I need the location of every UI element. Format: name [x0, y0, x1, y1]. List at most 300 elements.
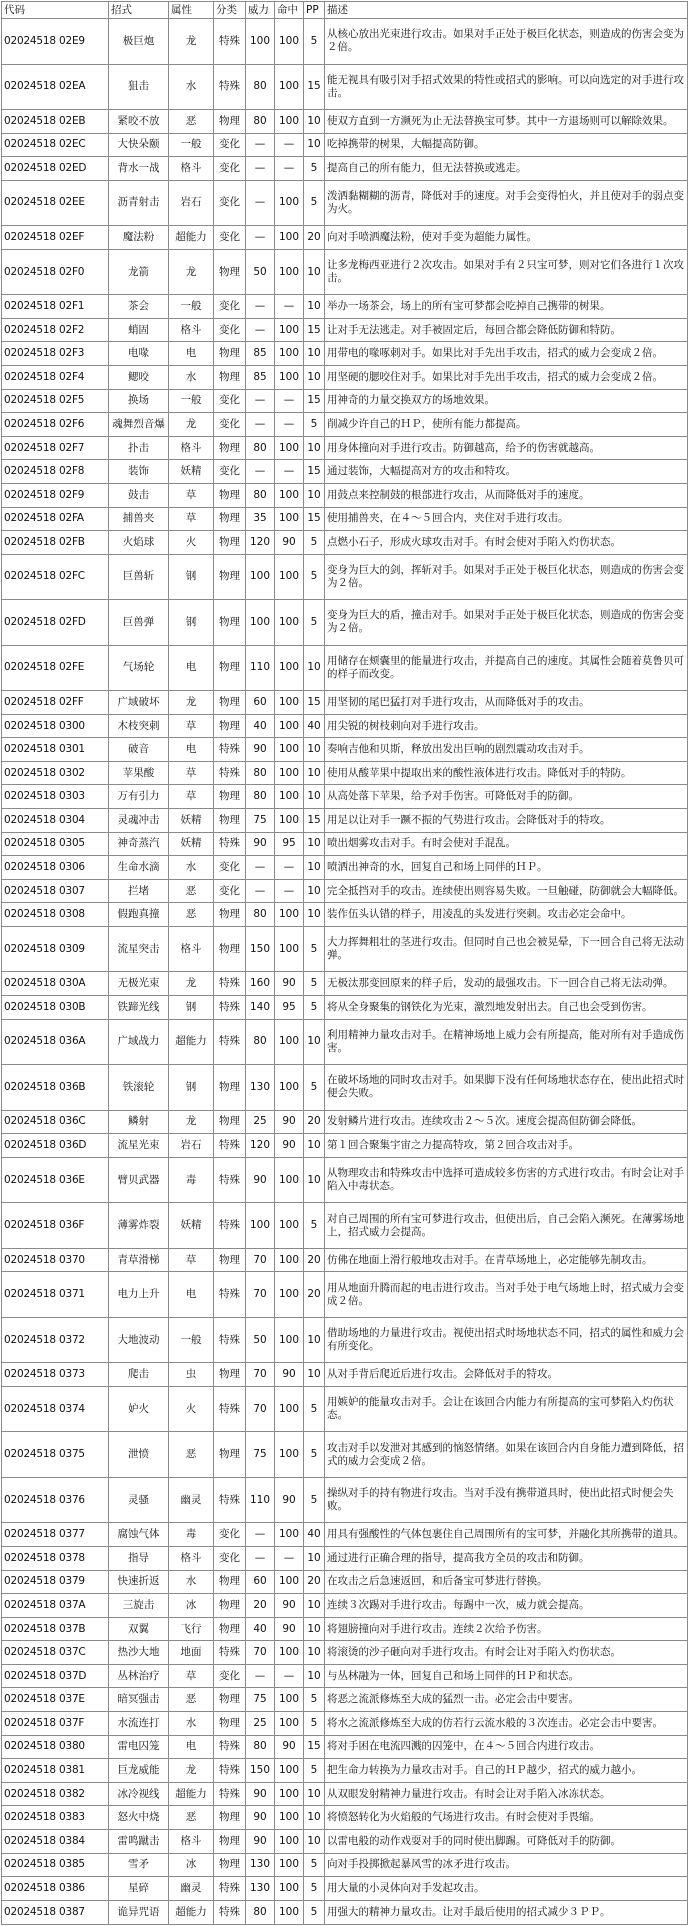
power-cell: 50	[246, 1317, 275, 1363]
code-cell: 02024518 0304	[2, 809, 109, 833]
code-cell: 02024518 0372	[2, 1317, 109, 1363]
pp-cell: 10	[304, 342, 325, 366]
category-cell: 物理	[214, 1853, 246, 1877]
description-cell: 与丛林融为一体，回复自己和场上同伴的ＨＰ和状态。	[325, 1664, 688, 1688]
move-name-cell: 神奇蒸汽	[109, 832, 169, 856]
power-cell: —	[246, 460, 275, 484]
accuracy-cell: —	[275, 133, 304, 157]
accuracy-cell: 100	[275, 691, 304, 715]
code-cell: 02024518 02F9	[2, 483, 109, 507]
description-cell: 用鼓点来控制鼓的根部进行攻击，从而降低对手的速度。	[325, 483, 688, 507]
accuracy-cell: —	[275, 389, 304, 413]
code-cell: 02024518 02F7	[2, 436, 109, 460]
accuracy-cell: 100	[275, 738, 304, 762]
move-name-cell: 丛林治疗	[109, 1664, 169, 1688]
category-cell: 特殊	[214, 996, 246, 1020]
description-cell: 借助场地的力量进行攻击。视使出招式时场地状态不同，招式的属性和威力会有所变化。	[325, 1317, 688, 1363]
category-cell: 物理	[214, 600, 246, 646]
move-name-cell: 铁蹄光线	[109, 996, 169, 1020]
move-name-cell: 沥青射击	[109, 180, 169, 226]
move-name-cell: 拦堵	[109, 879, 169, 903]
pp-cell: 10	[304, 738, 325, 762]
power-cell: 140	[246, 996, 275, 1020]
table-row	[2, 996, 688, 1020]
type-cell: 幽灵	[169, 1877, 214, 1901]
accuracy-cell: 100	[275, 1900, 304, 1924]
code-cell: 02024518 0386	[2, 1877, 109, 1901]
category-cell: 变化	[214, 389, 246, 413]
code-cell: 02024518 02FC	[2, 554, 109, 600]
description-cell: 将滚烫的沙子砸向对手进行攻击。有时会让对手陷入灼伤状态。	[325, 1641, 688, 1665]
table-row	[2, 1386, 688, 1432]
type-cell: 恶	[169, 903, 214, 927]
pp-cell: 5	[304, 531, 325, 555]
description-cell: 用足以让对手一蹶不振的气势进行攻击。会降低对手的特攻。	[325, 809, 688, 833]
type-cell: 一般	[169, 389, 214, 413]
pp-cell: 5	[304, 1853, 325, 1877]
table-row	[2, 1900, 688, 1924]
description-cell: 从双眼发射精神力量进行攻击。有时会让对手陷入冰冻状态。	[325, 1782, 688, 1806]
move-name-cell: 广域战力	[109, 1019, 169, 1065]
accuracy-cell: 90	[275, 972, 304, 996]
move-name-cell: 腐蚀气体	[109, 1523, 169, 1547]
type-cell: 妖精	[169, 809, 214, 833]
power-cell: —	[246, 1547, 275, 1571]
table-row	[2, 1065, 688, 1111]
type-cell: 电	[169, 342, 214, 366]
type-cell: 一般	[169, 133, 214, 157]
pp-cell: 10	[304, 1664, 325, 1688]
pp-cell: 15	[304, 691, 325, 715]
type-cell: 一般	[169, 1317, 214, 1363]
table-row	[2, 1688, 688, 1712]
code-cell: 02024518 0376	[2, 1477, 109, 1523]
table-row	[2, 531, 688, 555]
code-cell: 02024518 036A	[2, 1019, 109, 1065]
category-cell: 物理	[214, 1829, 246, 1853]
description-cell: 用具有强酸性的气体包裹住自己周围所有的宝可梦，并融化其所携带的道具。	[325, 1523, 688, 1547]
table-row	[2, 1759, 688, 1783]
pp-cell: 15	[304, 318, 325, 342]
pp-cell: 20	[304, 1272, 325, 1318]
power-cell: 80	[246, 1735, 275, 1759]
move-name-cell: 捕兽夹	[109, 507, 169, 531]
move-name-cell: 暗冥强击	[109, 1688, 169, 1712]
table-row	[2, 600, 688, 646]
power-cell: 130	[246, 1853, 275, 1877]
description-cell: 变身为巨大的盾，撞击对手。如果对手正处于极巨化状态，则造成的伤害会变为２倍。	[325, 600, 688, 646]
move-name-cell: 薄雾炸裂	[109, 1203, 169, 1249]
code-cell: 02024518 02F3	[2, 342, 109, 366]
move-name-cell: 诡异咒语	[109, 1900, 169, 1924]
pp-cell: 5	[304, 972, 325, 996]
type-cell: 格斗	[169, 157, 214, 181]
category-cell: 变化	[214, 157, 246, 181]
category-cell: 物理	[214, 342, 246, 366]
category-cell: 特殊	[214, 1272, 246, 1318]
category-cell: 物理	[214, 507, 246, 531]
power-cell: —	[246, 295, 275, 319]
accuracy-cell: 100	[275, 1065, 304, 1111]
pp-cell: 10	[304, 1617, 325, 1641]
category-cell: 变化	[214, 879, 246, 903]
power-cell: —	[246, 133, 275, 157]
accuracy-cell: 95	[275, 832, 304, 856]
move-name-cell: 生命水滴	[109, 856, 169, 880]
move-name-cell: 龙箭	[109, 249, 169, 295]
move-name-cell: 巨兽斩	[109, 554, 169, 600]
code-cell: 02024518 0378	[2, 1547, 109, 1571]
power-cell: 60	[246, 1570, 275, 1594]
table-row	[2, 1547, 688, 1571]
table-row	[2, 180, 688, 226]
category-cell: 特殊	[214, 1759, 246, 1783]
accuracy-cell: 100	[275, 64, 304, 110]
code-cell: 02024518 0380	[2, 1735, 109, 1759]
category-cell: 物理	[214, 366, 246, 390]
code-cell: 02024518 02F5	[2, 389, 109, 413]
accuracy-cell: —	[275, 856, 304, 880]
table-row	[2, 832, 688, 856]
category-cell: 物理	[214, 1065, 246, 1111]
type-cell: 超能力	[169, 1782, 214, 1806]
category-cell: 特殊	[214, 1782, 246, 1806]
type-cell: 恶	[169, 1806, 214, 1830]
move-name-cell: 装饰	[109, 460, 169, 484]
description-cell: 喷洒出神奇的水，回复自己和场上同伴的ＨＰ。	[325, 856, 688, 880]
pp-cell: 20	[304, 1570, 325, 1594]
type-cell: 幽灵	[169, 1477, 214, 1523]
type-cell: 毒	[169, 1523, 214, 1547]
move-name-cell: 灵魂冲击	[109, 809, 169, 833]
table-row	[2, 1203, 688, 1249]
type-cell: 妖精	[169, 832, 214, 856]
accuracy-cell: 100	[275, 554, 304, 600]
move-name-cell: 指导	[109, 1547, 169, 1571]
move-name-cell: 蛸固	[109, 318, 169, 342]
pp-cell: 5	[304, 1432, 325, 1478]
power-cell: 90	[246, 1829, 275, 1853]
code-cell: 02024518 037F	[2, 1712, 109, 1736]
description-cell: 用神奇的力量交换双方的场地效果。	[325, 389, 688, 413]
type-cell: 超能力	[169, 1900, 214, 1924]
category-cell: 物理	[214, 785, 246, 809]
description-cell: 发射鳞片进行攻击。连续攻击２～５次。速度会提高但防御会降低。	[325, 1110, 688, 1134]
category-cell: 变化	[214, 295, 246, 319]
type-cell: 水	[169, 1570, 214, 1594]
power-cell: 150	[246, 926, 275, 972]
type-cell: 龙	[169, 972, 214, 996]
type-cell: 龙	[169, 249, 214, 295]
code-cell: 02024518 037C	[2, 1641, 109, 1665]
power-cell: —	[246, 1523, 275, 1547]
code-cell: 02024518 02E9	[2, 19, 109, 65]
accuracy-cell: 100	[275, 903, 304, 927]
table-row	[2, 389, 688, 413]
table-row	[2, 226, 688, 250]
type-cell: 草	[169, 714, 214, 738]
type-cell: 冰	[169, 1594, 214, 1618]
type-cell: 格斗	[169, 436, 214, 460]
accuracy-cell: 100	[275, 761, 304, 785]
table-row	[2, 295, 688, 319]
category-cell: 物理	[214, 1712, 246, 1736]
code-cell: 02024518 0387	[2, 1900, 109, 1924]
table-row	[2, 1853, 688, 1877]
move-name-cell: 雪矛	[109, 1853, 169, 1877]
move-name-cell: 极巨炮	[109, 19, 169, 65]
type-cell: 水	[169, 856, 214, 880]
header-power: 威力	[246, 2, 275, 19]
power-cell: 80	[246, 903, 275, 927]
pp-cell: 10	[304, 903, 325, 927]
accuracy-cell: 90	[275, 1363, 304, 1387]
accuracy-cell: 100	[275, 366, 304, 390]
accuracy-cell: 100	[275, 1523, 304, 1547]
table-row	[2, 879, 688, 903]
pp-cell: 5	[304, 1065, 325, 1111]
power-cell: 160	[246, 972, 275, 996]
move-name-cell: 怒火中烧	[109, 1806, 169, 1830]
pp-cell: 10	[304, 249, 325, 295]
power-cell: 25	[246, 1110, 275, 1134]
accuracy-cell: 100	[275, 110, 304, 134]
category-cell: 物理	[214, 714, 246, 738]
type-cell: 恶	[169, 879, 214, 903]
move-name-cell: 鳃咬	[109, 366, 169, 390]
type-cell: 钢	[169, 554, 214, 600]
accuracy-cell: 100	[275, 645, 304, 691]
move-name-cell: 魂舞烈音爆	[109, 413, 169, 437]
power-cell: —	[246, 226, 275, 250]
code-cell: 02024518 0307	[2, 879, 109, 903]
description-cell: 将恶之流派修炼至大成的猛烈一击。必定会击中要害。	[325, 1688, 688, 1712]
pp-cell: 10	[304, 645, 325, 691]
type-cell: 格斗	[169, 926, 214, 972]
pp-cell: 5	[304, 180, 325, 226]
power-cell: —	[246, 413, 275, 437]
type-cell: 水	[169, 1712, 214, 1736]
description-cell: 用坚韧的尾巴猛打对手进行攻击，从而降低对手的攻击。	[325, 691, 688, 715]
type-cell: 钢	[169, 1065, 214, 1111]
description-cell: 用坚硬的腮咬住对手。如果比对手先出手攻击，招式的威力会变成２倍。	[325, 366, 688, 390]
type-cell: 虫	[169, 1363, 214, 1387]
category-cell: 特殊	[214, 1203, 246, 1249]
pp-cell: 15	[304, 64, 325, 110]
accuracy-cell: 100	[275, 1853, 304, 1877]
code-cell: 02024518 036B	[2, 1065, 109, 1111]
table-row	[2, 645, 688, 691]
description-cell: 从高处落下苹果，给予对手伤害。可降低对手的防御。	[325, 785, 688, 809]
power-cell: 90	[246, 1806, 275, 1830]
category-cell: 物理	[214, 1806, 246, 1830]
power-cell: 80	[246, 761, 275, 785]
code-cell: 02024518 037A	[2, 1594, 109, 1618]
type-cell: 草	[169, 761, 214, 785]
power-cell: 130	[246, 1877, 275, 1901]
type-cell: 格斗	[169, 1829, 214, 1853]
power-cell: 75	[246, 809, 275, 833]
category-cell: 变化	[214, 133, 246, 157]
description-cell: 无极汰那变回原来的样子后，发动的最强攻击。下一回合自己将无法动弹。	[325, 972, 688, 996]
category-cell: 物理	[214, 809, 246, 833]
table-row	[2, 460, 688, 484]
move-name-cell: 气场轮	[109, 645, 169, 691]
category-cell: 特殊	[214, 972, 246, 996]
description-cell: 仿佛在地面上滑行般地攻击对手。在青草场地上，必定能够先制攻击。	[325, 1248, 688, 1272]
category-cell: 特殊	[214, 1386, 246, 1432]
table-row	[2, 1641, 688, 1665]
code-cell: 02024518 0381	[2, 1759, 109, 1783]
accuracy-cell: 100	[275, 1877, 304, 1901]
pp-cell: 5	[304, 1712, 325, 1736]
pp-cell: 20	[304, 226, 325, 250]
code-cell: 02024518 0306	[2, 856, 109, 880]
pp-cell: 5	[304, 600, 325, 646]
code-cell: 02024518 02FD	[2, 600, 109, 646]
move-name-cell: 泄愤	[109, 1432, 169, 1478]
description-cell: 让多龙梅西亚进行２次攻击。如果对手有２只宝可梦，则对它们各进行１次攻击。	[325, 249, 688, 295]
description-cell: 通过进行正确合理的指导，提高我方全员的攻击和防御。	[325, 1547, 688, 1571]
move-name-cell: 爬击	[109, 1363, 169, 1387]
table-row	[2, 903, 688, 927]
table-row	[2, 413, 688, 437]
table-row	[2, 1806, 688, 1830]
table-row	[2, 1782, 688, 1806]
table-row	[2, 157, 688, 181]
header-accuracy: 命中	[275, 2, 304, 19]
code-cell: 02024518 0309	[2, 926, 109, 972]
pp-cell: 40	[304, 1523, 325, 1547]
move-name-cell: 铁滚轮	[109, 1065, 169, 1111]
power-cell: 90	[246, 1782, 275, 1806]
code-cell: 02024518 0383	[2, 1806, 109, 1830]
table-row	[2, 1735, 688, 1759]
code-cell: 02024518 0305	[2, 832, 109, 856]
type-cell: 火	[169, 531, 214, 555]
power-cell: 50	[246, 249, 275, 295]
category-cell: 变化	[214, 1547, 246, 1571]
description-cell: 使用捕兽夹，在４～５回合内，夹住对手进行攻击。	[325, 507, 688, 531]
accuracy-cell: 100	[275, 785, 304, 809]
pp-cell: 5	[304, 413, 325, 437]
code-cell: 02024518 0370	[2, 1248, 109, 1272]
power-cell: 35	[246, 507, 275, 531]
pp-cell: 5	[304, 1386, 325, 1432]
accuracy-cell: 100	[275, 1248, 304, 1272]
accuracy-cell: 100	[275, 19, 304, 65]
power-cell: 150	[246, 1759, 275, 1783]
pp-cell: 10	[304, 879, 325, 903]
description-cell: 在破坏场地的同时攻击对手。如果脚下没有任何场地状态存在，使出此招式时便会失败。	[325, 1065, 688, 1111]
move-name-cell: 假跑真撞	[109, 903, 169, 927]
description-cell: 变身为巨大的剑，挥斩对手。如果对手正处于极巨化状态，则造成的伤害会变为２倍。	[325, 554, 688, 600]
code-cell: 02024518 0373	[2, 1363, 109, 1387]
power-cell: 80	[246, 64, 275, 110]
code-cell: 02024518 0301	[2, 738, 109, 762]
code-cell: 02024518 0385	[2, 1853, 109, 1877]
table-row	[2, 1877, 688, 1901]
type-cell: 毒	[169, 1157, 214, 1203]
pp-cell: 10	[304, 295, 325, 319]
category-cell: 特殊	[214, 64, 246, 110]
move-name-cell: 快速折返	[109, 1570, 169, 1594]
code-cell: 02024518 02F4	[2, 366, 109, 390]
move-name-cell: 巨龙威能	[109, 1759, 169, 1783]
accuracy-cell: —	[275, 460, 304, 484]
accuracy-cell: —	[275, 1547, 304, 1571]
category-cell: 特殊	[214, 761, 246, 785]
type-cell: 龙	[169, 19, 214, 65]
table-row	[2, 1829, 688, 1853]
pp-cell: 5	[304, 996, 325, 1020]
description-cell: 喷出烟雾攻击对手。有时会使对手混乱。	[325, 832, 688, 856]
table-row	[2, 1617, 688, 1641]
accuracy-cell: —	[275, 879, 304, 903]
category-cell: 特殊	[214, 1900, 246, 1924]
move-name-cell: 大快朵颐	[109, 133, 169, 157]
type-cell: 钢	[169, 996, 214, 1020]
power-cell: 70	[246, 1363, 275, 1387]
header-description: 描述	[325, 2, 688, 19]
table-row	[2, 1664, 688, 1688]
power-cell: 120	[246, 1134, 275, 1158]
type-cell: 龙	[169, 1759, 214, 1783]
pp-cell: 5	[304, 1688, 325, 1712]
code-cell: 02024518 02FF	[2, 691, 109, 715]
code-cell: 02024518 037D	[2, 1664, 109, 1688]
power-cell: 110	[246, 645, 275, 691]
category-cell: 特殊	[214, 1019, 246, 1065]
power-cell: —	[246, 389, 275, 413]
accuracy-cell: 100	[275, 1570, 304, 1594]
table-row	[2, 1317, 688, 1363]
power-cell: —	[246, 856, 275, 880]
code-cell: 02024518 030A	[2, 972, 109, 996]
move-name-cell: 电力上升	[109, 1272, 169, 1318]
category-cell: 物理	[214, 1363, 246, 1387]
table-row	[2, 1594, 688, 1618]
accuracy-cell: 100	[275, 1157, 304, 1203]
description-cell: 奏响吉他和贝斯，释放出发出巨响的剧烈震动攻击对手。	[325, 738, 688, 762]
accuracy-cell: 100	[275, 1317, 304, 1363]
category-cell: 物理	[214, 645, 246, 691]
accuracy-cell: 100	[275, 226, 304, 250]
type-cell: 妖精	[169, 1203, 214, 1249]
description-cell: 用大量的小灵体向对手发起攻击。	[325, 1877, 688, 1901]
code-cell: 02024518 0308	[2, 903, 109, 927]
description-cell: 能无视具有吸引对手招式效果的特性或招式的影响。可以向选定的对手进行攻击。	[325, 64, 688, 110]
pp-cell: 10	[304, 1317, 325, 1363]
accuracy-cell: 100	[275, 318, 304, 342]
table-row	[2, 366, 688, 390]
pp-cell: 10	[304, 366, 325, 390]
type-cell: 龙	[169, 1110, 214, 1134]
move-name-cell: 星碎	[109, 1877, 169, 1901]
category-cell: 物理	[214, 926, 246, 972]
table-row	[2, 926, 688, 972]
move-name-cell: 破音	[109, 738, 169, 762]
type-cell: 龙	[169, 413, 214, 437]
description-cell: 装作伍头认错的样子，用凌乱的头发进行突刺。攻击必定会命中。	[325, 903, 688, 927]
power-cell: 110	[246, 1477, 275, 1523]
move-name-cell: 广域破坏	[109, 691, 169, 715]
description-cell: 提高自己的所有能力，但无法替换或逃走。	[325, 157, 688, 181]
power-cell: 120	[246, 531, 275, 555]
power-cell: 70	[246, 1386, 275, 1432]
description-cell: 完全抵挡对手的攻击。连续使出则容易失败。一旦触碰，防御就会大幅降低。	[325, 879, 688, 903]
category-cell: 变化	[214, 413, 246, 437]
